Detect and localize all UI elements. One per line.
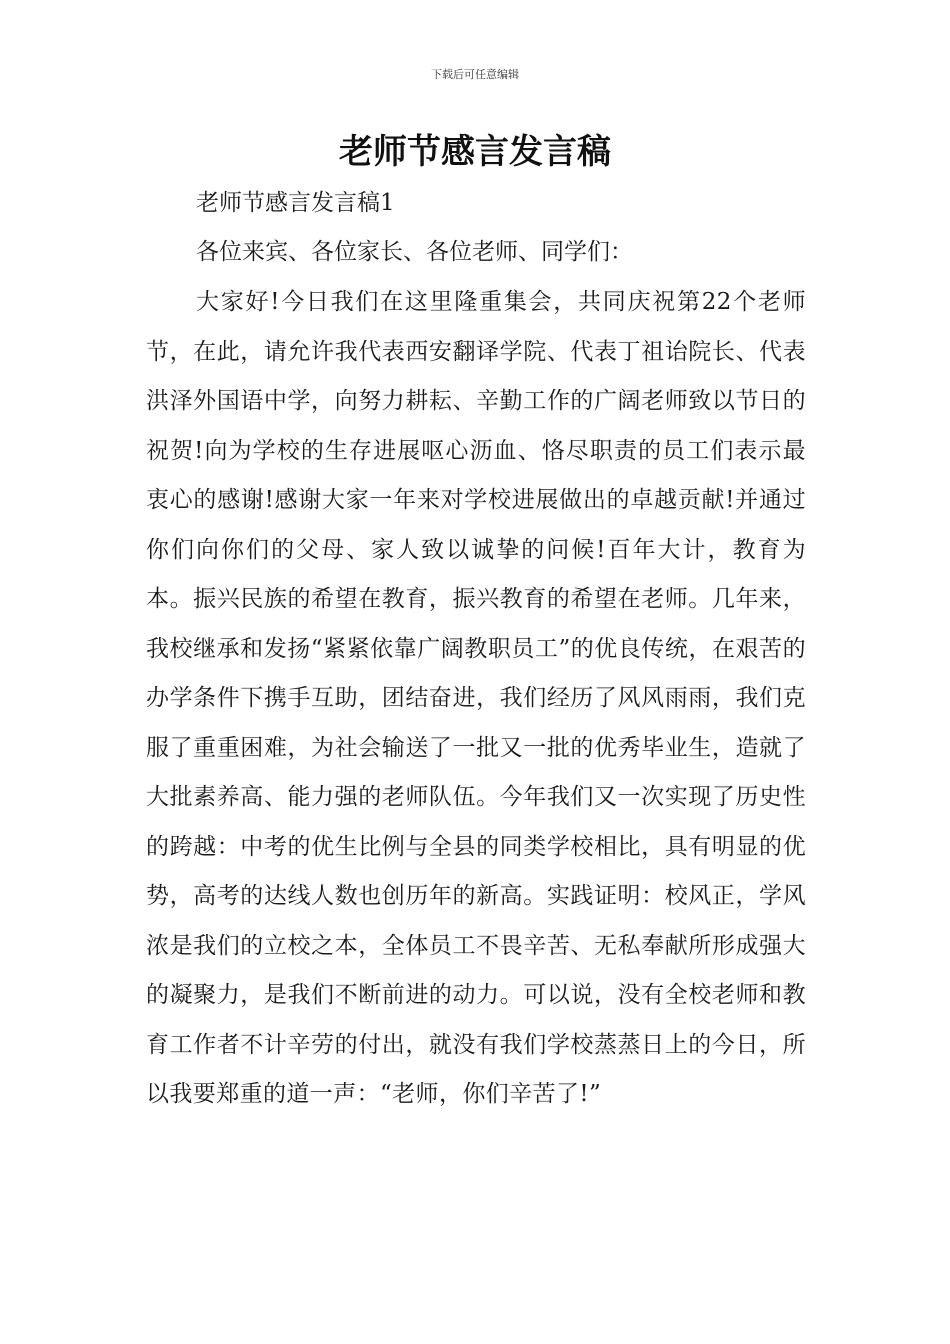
header-note: 下载后可任意编辑 <box>431 68 519 81</box>
body-paragraph: 大家好!今日我们在这里隆重集会，共同庆祝第22个老师节，在此，请允许我代表西安翻译学院、代表丁祖诒院长、代表洪泽外国语中学，向努力耕耘、辛勤工作的广阔老师致以节日的祝贺!向为学校的生存进展呕心沥血、恪尽职责的员工们表示最衷心的感谢!感谢大家一年来对学校进展做出的卓越贡献!并通过你们向你们的父母、家人致以诚挚的问候!百年大计，教育为本。振兴民族的希望在教育，振兴教育的希望在老师。几年来，我校继承和发扬“紧紧依靠广阔教职员工”的优良传统，在艰苦的办学条件下携手互助，团结奋进，我们经历了风风雨雨，我们克服了重重困难，为社会输送了一批又一批的优秀毕业生，造就了大批素养高、能力强的老师队伍。今年我们又一次实现了历史性的跨越：中考的优生比例与全县的同类学校相比，具有明显的优势，高考的达线人数也创历年的新高。实践证明：校风正，学风浓是我们的立校之本，全体员工不畏辛苦、无私奉献所形成强大的凝聚力，是我们不断前进的动力。可以说，没有全校老师和教育工作者不计辛劳的付出，就没有我们学校蒸蒸日上的今日，所以我要郑重的道一声：“老师，你们辛苦了!” <box>146 289 806 1107</box>
document-subtitle: 老师节感言发言稿1 <box>196 190 395 216</box>
greeting-line: 各位来宾、各位家长、各位老师、同学们： <box>196 239 633 265</box>
document-title: 老师节感言发言稿 <box>339 132 611 172</box>
